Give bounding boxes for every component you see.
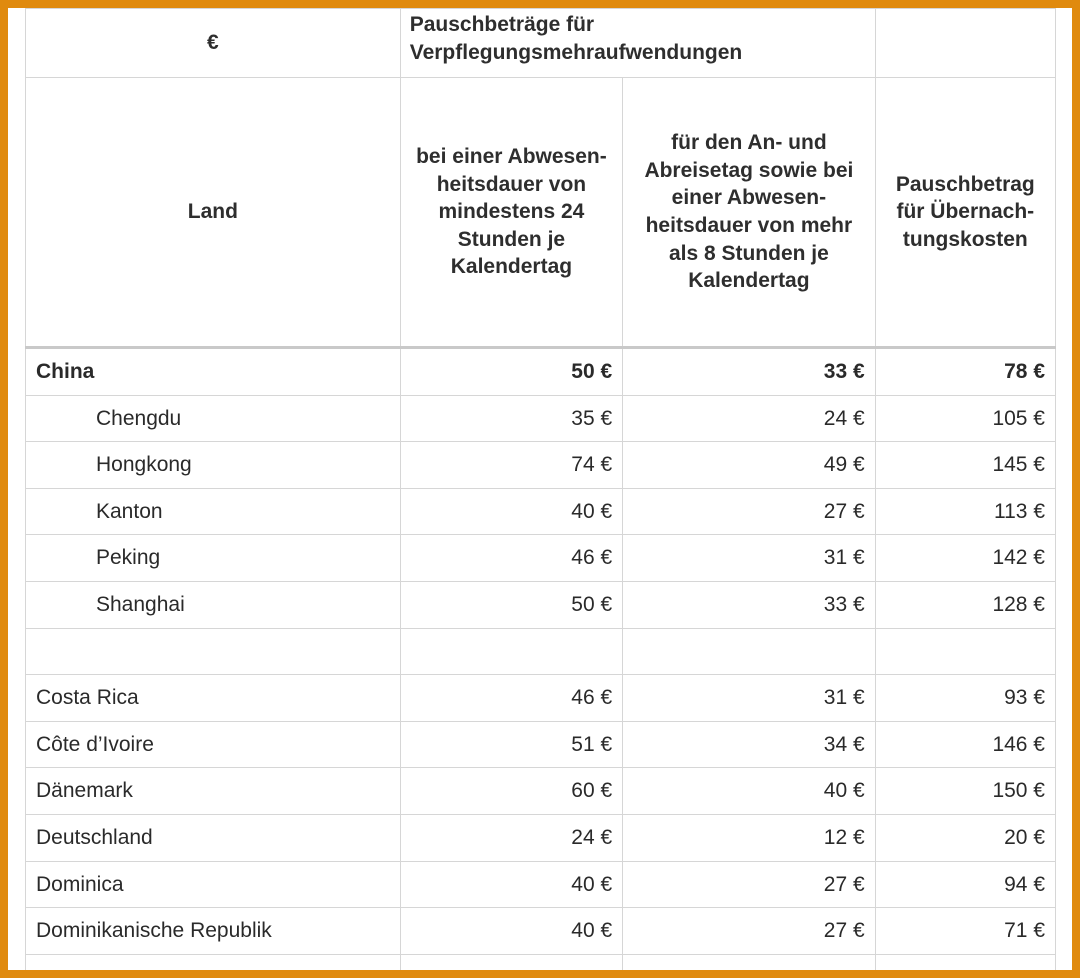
value-8h-cell: 31 € [623, 675, 876, 722]
value-8h-cell: 40 € [623, 768, 876, 815]
header-row-columns [26, 78, 1056, 348]
value-uebernachtung-cell: 113 € [875, 488, 1055, 535]
table-row [26, 721, 1056, 768]
empty-cell [26, 628, 401, 675]
value-24h-cell: 74 € [400, 442, 622, 489]
value-24h-cell: 50 € [400, 348, 622, 396]
table-row [26, 581, 1056, 628]
value-24h-cell: 40 € [400, 861, 622, 908]
table-row [26, 768, 1056, 815]
land-cell: Dänemark [26, 768, 401, 815]
value-24h-cell: 46 € [400, 535, 622, 582]
empty-cell [875, 628, 1055, 675]
land-cell: China [26, 348, 401, 396]
page-frame [8, 8, 1072, 970]
value-uebernachtung-cell: 71 € [875, 908, 1055, 955]
land-cell: Dominikanische Republik [26, 908, 401, 955]
value-8h-cell: 27 € [623, 488, 876, 535]
abwesenheit-8h-column-header: für den An- und Abreisetag sowie bei einer Abwesen- heitsdauer von mehr als 8 Stunden je Kalendertag [623, 78, 876, 348]
value-24h-cell: 50 € [400, 581, 622, 628]
table-row [26, 488, 1056, 535]
table-row [26, 395, 1056, 442]
header-row-group [26, 9, 1056, 78]
value-uebernachtung-cell: 78 € [875, 348, 1055, 396]
value-8h-cell: 33 € [623, 581, 876, 628]
land-cell: Hongkong [26, 442, 401, 489]
table-row [26, 675, 1056, 722]
empty-cell [623, 954, 876, 970]
value-8h-cell: 49 € [623, 442, 876, 489]
abwesenheit-24h-column-header: bei einer Abwesen- heitsdauer von mindestens 24 Stunden je Kalendertag [400, 78, 622, 348]
value-uebernachtung-cell: 146 € [875, 721, 1055, 768]
land-cell: Côte d’Ivoire [26, 721, 401, 768]
table-row [26, 814, 1056, 861]
cut-off-row [26, 954, 1056, 970]
value-24h-cell: 60 € [400, 768, 622, 815]
empty-cell [400, 954, 622, 970]
table-row [26, 908, 1056, 955]
land-cell: Chengdu [26, 395, 401, 442]
value-uebernachtung-cell: 145 € [875, 442, 1055, 489]
table-row [26, 861, 1056, 908]
empty-spacer-row [26, 628, 1056, 675]
value-8h-cell: 33 € [623, 348, 876, 396]
currency-header: € [26, 9, 401, 78]
value-24h-cell: 40 € [400, 488, 622, 535]
empty-cell [623, 628, 876, 675]
value-uebernachtung-cell: 105 € [875, 395, 1055, 442]
uebernachtung-column-header: Pauschbetrag für Übernach- tungskosten [875, 78, 1055, 348]
land-cell: Costa Rica [26, 675, 401, 722]
value-uebernachtung-cell: 142 € [875, 535, 1055, 582]
value-uebernachtung-cell: 93 € [875, 675, 1055, 722]
value-24h-cell: 46 € [400, 675, 622, 722]
table-row [26, 442, 1056, 489]
value-8h-cell: 12 € [623, 814, 876, 861]
value-8h-cell: 27 € [623, 908, 876, 955]
group-title-header: Pauschbeträge für Verpflegungsmehraufwendungen [400, 9, 875, 78]
land-column-header: Land [26, 78, 401, 348]
empty-cell [400, 628, 622, 675]
pauschbetraege-table [25, 8, 1056, 970]
value-8h-cell: 27 € [623, 861, 876, 908]
land-cell: Shanghai [26, 581, 401, 628]
table-row [26, 535, 1056, 582]
value-uebernachtung-cell: 150 € [875, 768, 1055, 815]
value-uebernachtung-cell: 128 € [875, 581, 1055, 628]
value-uebernachtung-cell: 94 € [875, 861, 1055, 908]
land-cell: Dominica [26, 861, 401, 908]
table-row [26, 348, 1056, 396]
value-24h-cell: 35 € [400, 395, 622, 442]
land-cell: Peking [26, 535, 401, 582]
land-cell: Kanton [26, 488, 401, 535]
value-8h-cell: 31 € [623, 535, 876, 582]
value-8h-cell: 34 € [623, 721, 876, 768]
value-24h-cell: 51 € [400, 721, 622, 768]
empty-cell [875, 954, 1055, 970]
value-uebernachtung-cell: 20 € [875, 814, 1055, 861]
value-24h-cell: 40 € [400, 908, 622, 955]
land-cell: Deutschland [26, 814, 401, 861]
value-8h-cell: 24 € [623, 395, 876, 442]
empty-header-cell [875, 9, 1055, 78]
empty-cell [26, 954, 401, 970]
value-24h-cell: 24 € [400, 814, 622, 861]
